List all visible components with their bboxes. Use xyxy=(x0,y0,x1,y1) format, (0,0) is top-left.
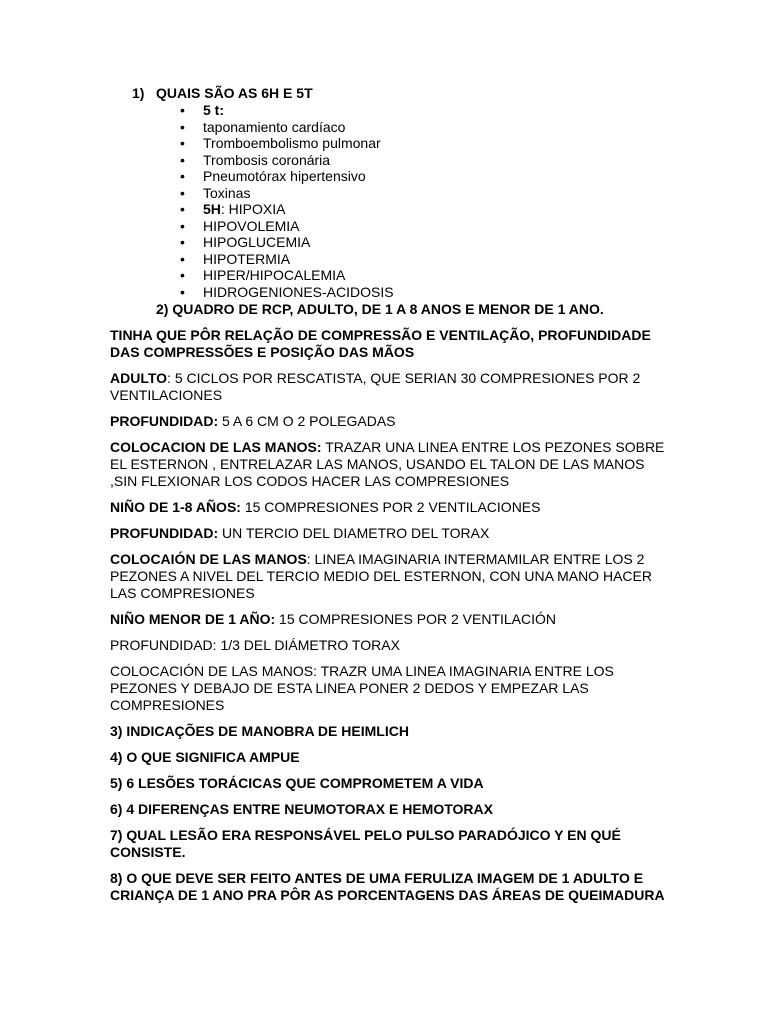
document-body xyxy=(110,85,670,904)
bullet-icon: • xyxy=(180,201,185,217)
list-item: • Toxinas xyxy=(180,184,251,201)
paragraph-adult-ratio: ADULTO: 5 CICLOS POR RESCATISTA, QUE SERIAN 30 COMPRESIONES POR 2 VENTILACIONES xyxy=(110,370,641,403)
question-1-title: QUAIS SÃO AS 6H E 5T xyxy=(156,85,313,101)
question-6-heading: 6) 4 DIFERENÇAS ENTRE NEUMOTORAX E HEMOTORAX xyxy=(110,801,493,817)
list-item: • Pneumotórax hipertensivo xyxy=(180,168,366,184)
question-2-heading: 2) QUADRO DE RCP, ADULTO, DE 1 A 8 ANOS E MENOR DE 1 ANO. xyxy=(156,301,604,317)
question-7-heading: 7) QUAL LESÃO ERA RESPONSÁVEL PELO PULSO PARADÓJICO Y EN QUÉ CONSISTE. xyxy=(110,827,621,860)
bullet-icon: • xyxy=(180,135,185,151)
question-5-heading: 5) 6 LESÕES TORÁCICAS QUE COMPROMETEM A VIDA xyxy=(110,775,484,791)
paragraph-adult-hands: COLOCACION DE LAS MANOS: TRAZAR UNA LINEA ENTRE LOS PEZONES SOBRE EL ESTERNON , ENTRELAZAR LAS MANOS, USANDO EL TALON DE LAS MANOS ,SIN FLEXIONAR LOS CODOS HACER LAS COMPRESIONES xyxy=(110,439,665,489)
list-item: • HIPOTERMIA xyxy=(180,250,291,267)
list-item: • HIPOGLUCEMIA xyxy=(180,234,311,250)
bullet-icon: • xyxy=(180,168,185,184)
paragraph-infant-depth: PROFUNDIDAD: 1/3 DEL DIÁMETRO TORAX xyxy=(110,637,400,653)
bullet-icon: • xyxy=(180,102,185,118)
paragraph-instructions: TINHA QUE PÔR RELAÇÃO DE COMPRESSÃO E VENTILAÇÃO, PROFUNDIDADE DAS COMPRESSÕES E POSIÇÃO DAS MÃOS xyxy=(110,327,651,360)
list-item: • Trombosis coronária xyxy=(180,151,331,168)
bullet-icon: • xyxy=(180,184,185,201)
list-item: • Tromboembolismo pulmonar xyxy=(180,135,381,151)
list-item: • 5 t: xyxy=(180,102,224,118)
paragraph-infant-hands: COLOCACIÓN DE LAS MANOS: TRAZR UMA LINEA IMAGINARIA ENTRE LOS PEZONES Y DEBAJO DE ESTA LINEA PONER 2 DEDOS Y EMPEZAR LAS COMPRESIONES xyxy=(110,663,614,713)
question-8-heading: 8) O QUE DEVE SER FEITO ANTES DE UMA FERULIZA IMAGEM DE 1 ADULTO E CRIANÇA DE 1 ANO PRA PÔR AS PORCENTAGENS DAS ÁREAS DE QUEIMADURA xyxy=(110,870,665,903)
paragraph-child-depth: PROFUNDIDAD: UN TERCIO DEL DIAMETRO DEL TORAX xyxy=(110,525,490,541)
bullet-icon: • xyxy=(180,118,185,135)
list-item: • taponamiento cardíaco xyxy=(180,118,346,135)
bullet-icon: • xyxy=(180,250,185,267)
question-4-heading: 4) O QUE SIGNIFICA AMPUE xyxy=(110,749,300,765)
paragraph-infant-ratio: NIÑO MENOR DE 1 AÑO: 15 COMPRESIONES POR 2 VENTILACIÓN xyxy=(110,611,557,627)
question-1-number: 1) xyxy=(132,85,145,101)
paragraph-child-ratio: NIÑO DE 1-8 AÑOS: 15 COMPRESIONES POR 2 VENTILACIONES xyxy=(110,499,541,515)
bullet-icon: • xyxy=(180,234,185,250)
question-3-heading: 3) INDICAÇÕES DE MANOBRA DE HEIMLICH xyxy=(110,723,409,739)
list-item: • HIPER/HIPOCALEMIA xyxy=(180,267,346,283)
list-item: • HIDROGENIONES-ACIDOSIS xyxy=(180,283,394,300)
bullet-icon: • xyxy=(180,267,185,283)
list-item: • HIPOVOLEMIA xyxy=(180,217,300,234)
paragraph-child-hands: COLOCAIÓN DE LAS MANOS: LINEA IMAGINARIA INTERMAMILAR ENTRE LOS 2 PEZONES A NIVEL DEL TERCIO MEDIO DEL ESTERNON, CON UNA MANO HACER LAS COMPRESIONES xyxy=(110,551,652,601)
bullet-icon: • xyxy=(180,151,185,168)
paragraph-adult-depth: PROFUNDIDAD: 5 A 6 CM O 2 POLEGADAS xyxy=(110,413,396,429)
bullet-icon: • xyxy=(180,217,185,234)
bullet-icon: • xyxy=(180,283,185,300)
question-1-bullet-list xyxy=(180,102,670,300)
list-item: • 5H: HIPOXIA xyxy=(180,201,286,217)
question-1-heading xyxy=(132,85,670,102)
